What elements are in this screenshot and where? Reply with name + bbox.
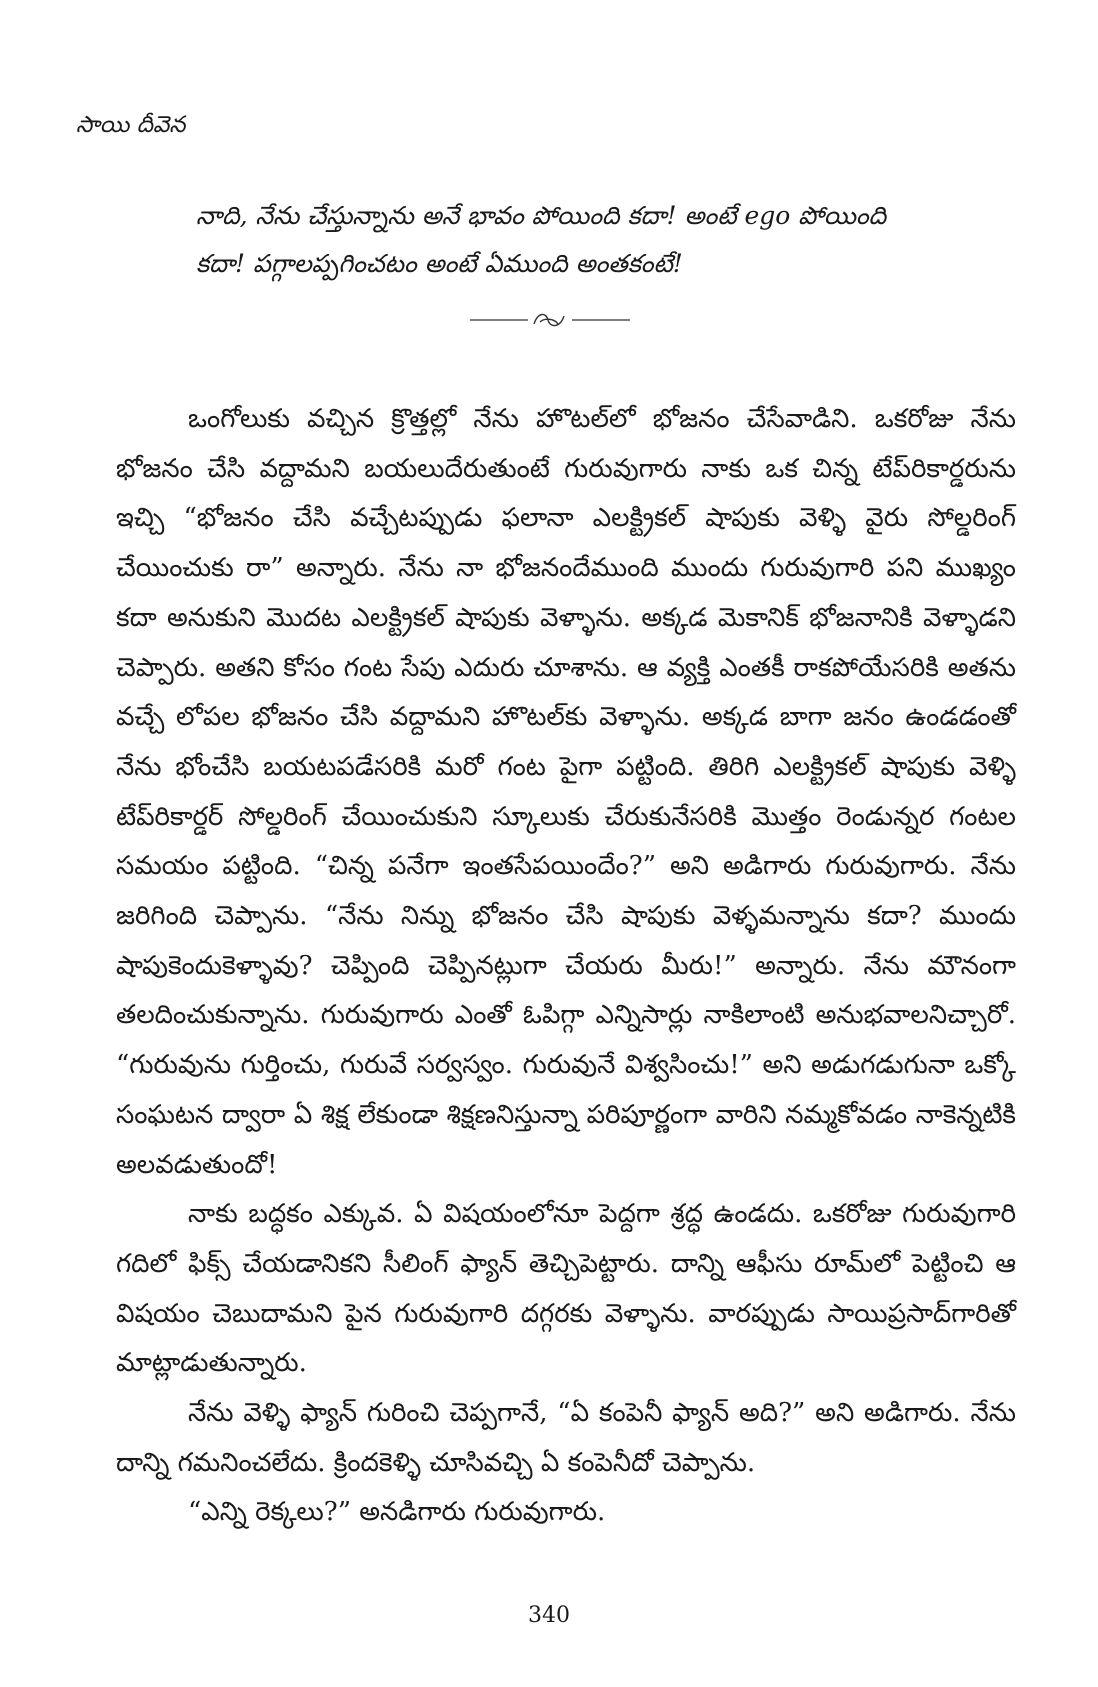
quote-line: నాది, నేను చేస్తున్నాను అనే భావం పోయింది కదా! అంటే ego పోయింది [196,201,887,230]
quote-line: కదా! పగ్గాలప్పగించటం అంటే ఏముంది అంతకంటే! [196,249,683,278]
paragraph: నేను వెళ్ళి ఫ్యాన్ గురించి చెప్పగానే, “ఏ కంపెనీ ఫ్యాన్ అది?” అని అడిగారు. నేను దాన్ని గమనించలేదు. క్రిందకెళ్ళి చూసివచ్చి ఏ కంపెనీదో చెప్పాను. [116,1398,1016,1478]
paragraph: నాకు బద్ధకం ఎక్కువ. ఏ విషయంలోనూ పెద్దగా శ్రద్ధ ఉండదు. ఒకరోజు గురువుగారి గదిలో ఫిక్స్ చేయడానికని సీలింగ్ ఫ్యాన్ తెచ్చిపెట్టారు. దాన్ని ఆఫీసు రూమ్‌లో పెట్టించి ఆ విషయం చెబుదామని పైన గురువుగారి దగ్గరకు వెళ్ళాను. వారప్పుడు సాయిప్రసాద్‌గారితో మాట్లాడుతున్నారు. [116,1199,1016,1379]
running-head: సాయి దీవెన [76,112,186,138]
quote-block [196,192,956,288]
body-text [116,395,1016,1538]
section-divider-ornament [470,308,630,332]
paragraph: ఒంగోలుకు వచ్చిన క్రొత్తల్లో నేను హొటల్‌లో భోజనం చేసేవాడిని. ఒకరోజు నేను భోజనం చేసి వద్దామని బయలుదేరుతుంటే గురువుగారు నాకు ఒక చిన్న టేప్‌రికార్డరును ఇచ్చి “భోజనం చేసి వచ్చేటప్పుడు ఫలానా ఎలక్ట్రికల్ షాపుకు వెళ్ళి వైరు సోల్డరింగ్ చేయించుకు రా” అన్నారు. నేను నా భోజనందేముంది ముందు గురువుగారి పని ముఖ్యం కదా అనుకుని మొదట ఎలక్ట్రికల్ షాపుకు వెళ్ళాను. అక్కడ మెకానిక్ భోజనానికి వెళ్ళాడని చెప్పారు. అతని కోసం గంట సేపు ఎదురు చూశాను. ఆ వ్యక్తి ఎంతకీ రాకపోయేసరికి అతను వచ్చే లోపల భోజనం చేసి వద్దామని హొటల్‌కు వెళ్ళాను. అక్కడ బాగా జనం ఉండడంతో నేను భోంచేసి బయటపడేసరికి మరో గంట పైగా పట్టింది. తిరిగి ఎలక్ట్రికల్ షాపుకు వెళ్ళి టేప్‌రికార్డర్ సోల్డరింగ్ చేయించుకుని స్కూలుకు చేరుకునేసరికి మొత్తం రెండున్నర గంటల సమయం పట్టింది. “చిన్న పనేగా ఇంతసేపయిందేం?” అని అడిగారు గురువుగారు. నేను జరిగింది చెప్పాను. “నేను నిన్ను భోజనం చేసి షాపుకు వెళ్ళమన్నాను కదా? ముందు షాపుకెందుకెళ్ళావు? చెప్పింది చెప్పినట్లుగా చేయరు మీరు!” అన్నారు. నేను మౌనంగా తలదించుకున్నాను. గురువుగారు ఎంతో ఓపిగ్గా ఎన్నిసార్లు నాకిలాంటి అనుభవాలనిచ్చారో. “గురువును గుర్తించు, గురువే సర్వస్వం. గురువునే విశ్వసించు!” అని అడుగడుగునా ఒక్కో సంఘటన ద్వారా ఏ శిక్ష లేకుండా శిక్షణనిస్తున్నా పరిపూర్ణంగా వారిని నమ్మకోవడం నాకెన్నటికి అలవడుతుందో! [116,404,1016,1180]
paragraph: “ఎన్ని రెక్కలు?” అనడిగారు గురువుగారు. [188,1497,606,1528]
page-number: 340 [528,1603,570,1628]
